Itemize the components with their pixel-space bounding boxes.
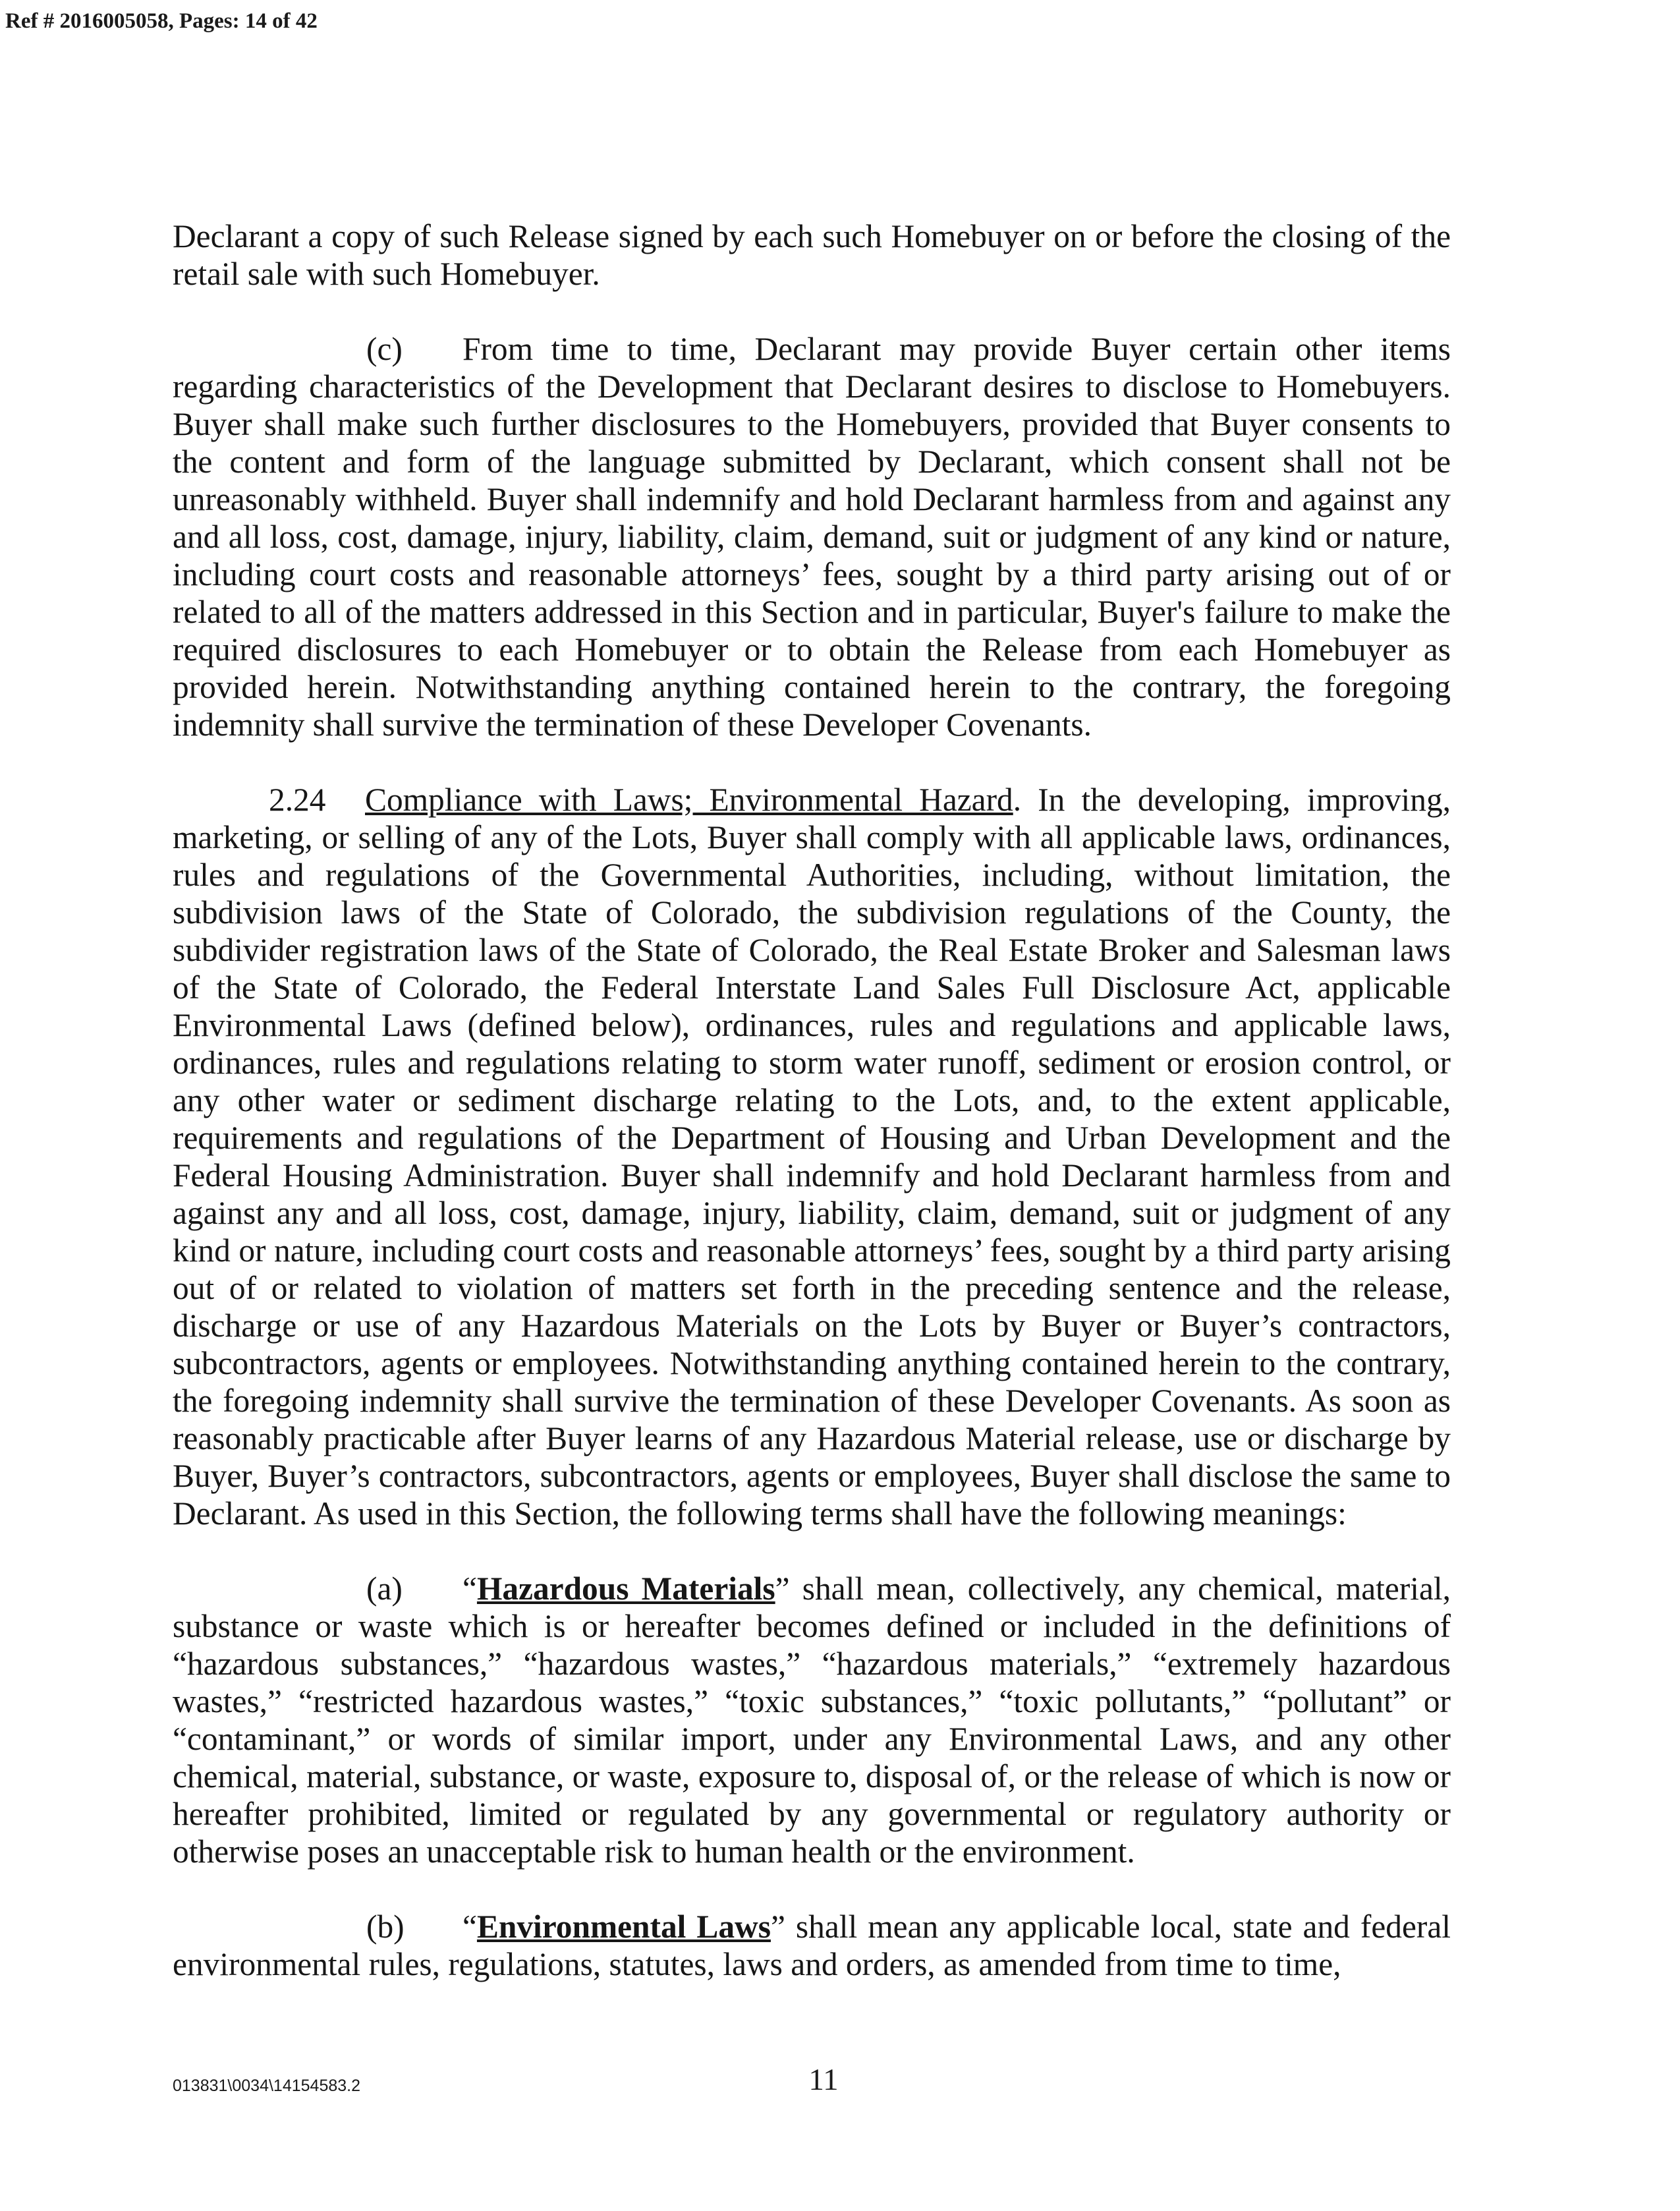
footer-page-number: 11	[808, 2063, 839, 2097]
section-heading: Compliance with Laws; Environmental Hazard	[365, 782, 1013, 818]
section-heading-period: .	[1013, 782, 1022, 818]
document-body	[173, 217, 1451, 1983]
footer-document-number: 013831\0034\14154583.2	[173, 2077, 361, 2095]
paragraph-number: (a)	[366, 1570, 403, 1607]
paragraph-text: Declarant a copy of such Release signed by each such Homebuyer on or before the closing of the retail sale with such Homebuyer.	[173, 218, 1451, 292]
paragraph-number: (c)	[366, 331, 403, 367]
paragraph-text: ” shall mean any applicable local, state and federal environmental rules, regulations, statutes, laws and orders, as amended from time to time,	[173, 1909, 1451, 1982]
paragraph-text: From time to time, Declarant may provide Buyer certain other items regarding characteristics of the Development that Declarant desires to disclose to Homebuyers. Buyer shall make such further disclosures to the Homebuyers, provided that Buyer consents to the content and form of the language submitted by Declarant, which consent shall not be unreasonably withheld. Buyer shall indemnify and hold Declarant harmless from and against any and all loss, cost, damage, injury, liability, claim, demand, suit or judgment of any kind or nature, including court costs and reasonable attorneys’ fees, sought by a third party arising out of or related to all of the matters addressed in this Section and in particular, Buyer's failure to make the required disclosures to each Homebuyer or to obtain the Release from each Homebuyer as provided herein. Notwithstanding anything contained herein to the contrary, the foregoing indemnity shall survive the termination of these Developer Covenants.	[173, 331, 1451, 743]
definition-environmental-laws	[173, 1908, 1451, 1983]
quote-open: “	[462, 1570, 477, 1607]
section-2-24	[173, 781, 1451, 1532]
defined-term: Hazardous Materials	[476, 1570, 775, 1607]
paragraph-text: In the developing, improving, marketing, or selling of any of the Lots, Buyer shall comply with all applicable laws, ordinances, rules and regulations of the Governmental Authorities, including, without limitation, the subdivision laws of the State of Colorado, the subdivision regulations of the County, the subdivider registration laws of the State of Colorado, the Real Estate Broker and Salesman laws of the State of Colorado, the Federal Interstate Land Sales Full Disclosure Act, applicable Environmental Laws (defined below), ordinances, rules and regulations and applicable laws, ordinances, rules and regulations relating to storm water runoff, sediment or erosion control, or any other water or sediment discharge relating to the Lots, and, to the extent applicable, requirements and regulations of the Department of Housing and Urban Development and the Federal Housing Administration. Buyer shall indemnify and hold Declarant harmless from and against any and all loss, cost, damage, injury, liability, claim, demand, suit or judgment of any kind or nature, including court costs and reasonable attorneys’ fees, sought by a third party arising out of or related to violation of matters set forth in the preceding sentence and the release, discharge or use of any Hazardous Materials on the Lots by Buyer or Buyer’s contractors, subcontractors, agents or employees. Notwithstanding anything contained herein to the contrary, the foregoing indemnity shall survive the termination of these Developer Covenants. As soon as reasonably practicable after Buyer learns of any Hazardous Material release, use or discharge by Buyer, Buyer’s contractors, subcontractors, agents or employees, Buyer shall disclose the same to Declarant. As used in this Section, the following terms shall have the following meanings:	[173, 782, 1451, 1532]
reference-stamp: Ref # 2016005058, Pages: 14 of 42	[5, 9, 318, 33]
quote-open: “	[462, 1909, 477, 1945]
paragraph-number: (b)	[366, 1909, 405, 1945]
paragraph-c-other-items	[173, 330, 1451, 743]
paragraph-text: ” shall mean, collectively, any chemical, material, substance or waste which is or hereafter becomes defined or included in the definitions of “hazardous substances,” “hazardous wastes,” “hazardous materials,” “extremely hazardous wastes,” “restricted hazardous wastes,” “toxic substances,” “toxic pollutants,” “pollutant” or “contaminant,” or words of similar import, under any Environmental Laws, and any other chemical, material, substance, or waste, exposure to, disposal of, or the release of which is now or hereafter prohibited, limited or regulated by any governmental or regulatory authority or otherwise poses an unacceptable risk to human health or the environment.	[173, 1570, 1451, 1870]
defined-term: Environmental Laws	[476, 1909, 771, 1945]
definition-hazardous-materials	[173, 1570, 1451, 1870]
paragraph-continuation	[173, 217, 1451, 293]
section-number: 2.24	[269, 782, 326, 818]
